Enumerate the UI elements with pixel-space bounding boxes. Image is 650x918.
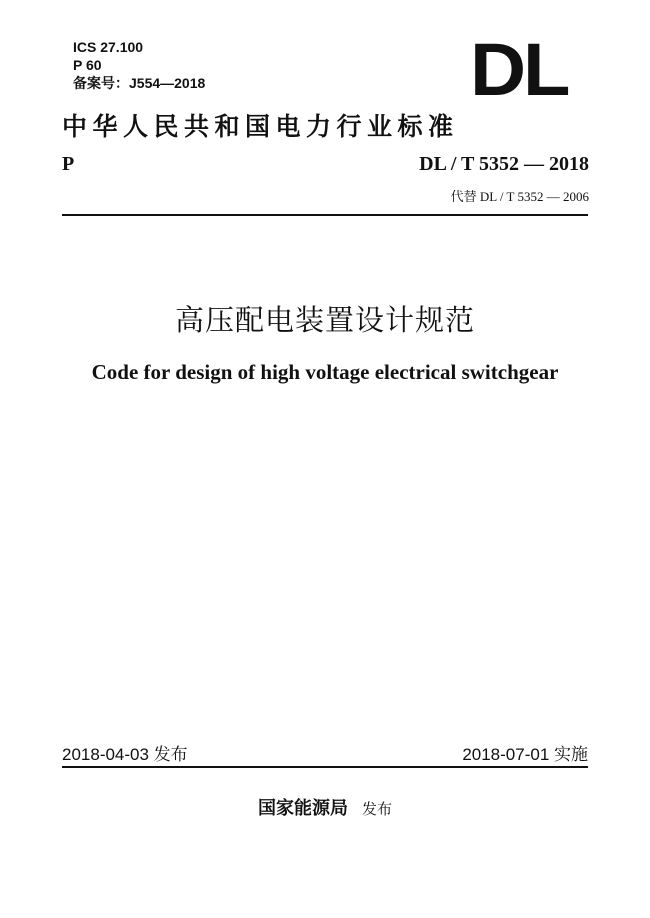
publisher-line bbox=[0, 794, 650, 820]
metadata-block bbox=[73, 38, 205, 92]
record-number: 备案号：J554—2018 bbox=[73, 75, 206, 91]
issue-date: 2018-04-03 发布 bbox=[62, 745, 188, 764]
standard-number: DL / T 5352 — 2018 bbox=[419, 153, 589, 175]
publisher-name: 国家能源局 bbox=[257, 798, 348, 819]
title-chinese: 高压配电装置设计规范 bbox=[174, 303, 475, 337]
dl-logo: DL bbox=[470, 28, 568, 111]
top-divider bbox=[62, 214, 588, 216]
organization-title: 中华人民共和国电力行业标准 bbox=[62, 112, 459, 141]
bottom-divider bbox=[62, 766, 588, 768]
publisher-action: 发布 bbox=[361, 800, 392, 818]
category-letter: P bbox=[62, 153, 75, 175]
category-code: P 60 bbox=[73, 57, 102, 73]
replaces-note: 代替 DL / T 5352 — 2006 bbox=[450, 189, 589, 204]
implementation-date: 2018-07-01 实施 bbox=[462, 745, 588, 764]
title-english: Code for design of high voltage electrical switchgear bbox=[91, 360, 559, 384]
ics-code: ICS 27.100 bbox=[73, 39, 144, 55]
